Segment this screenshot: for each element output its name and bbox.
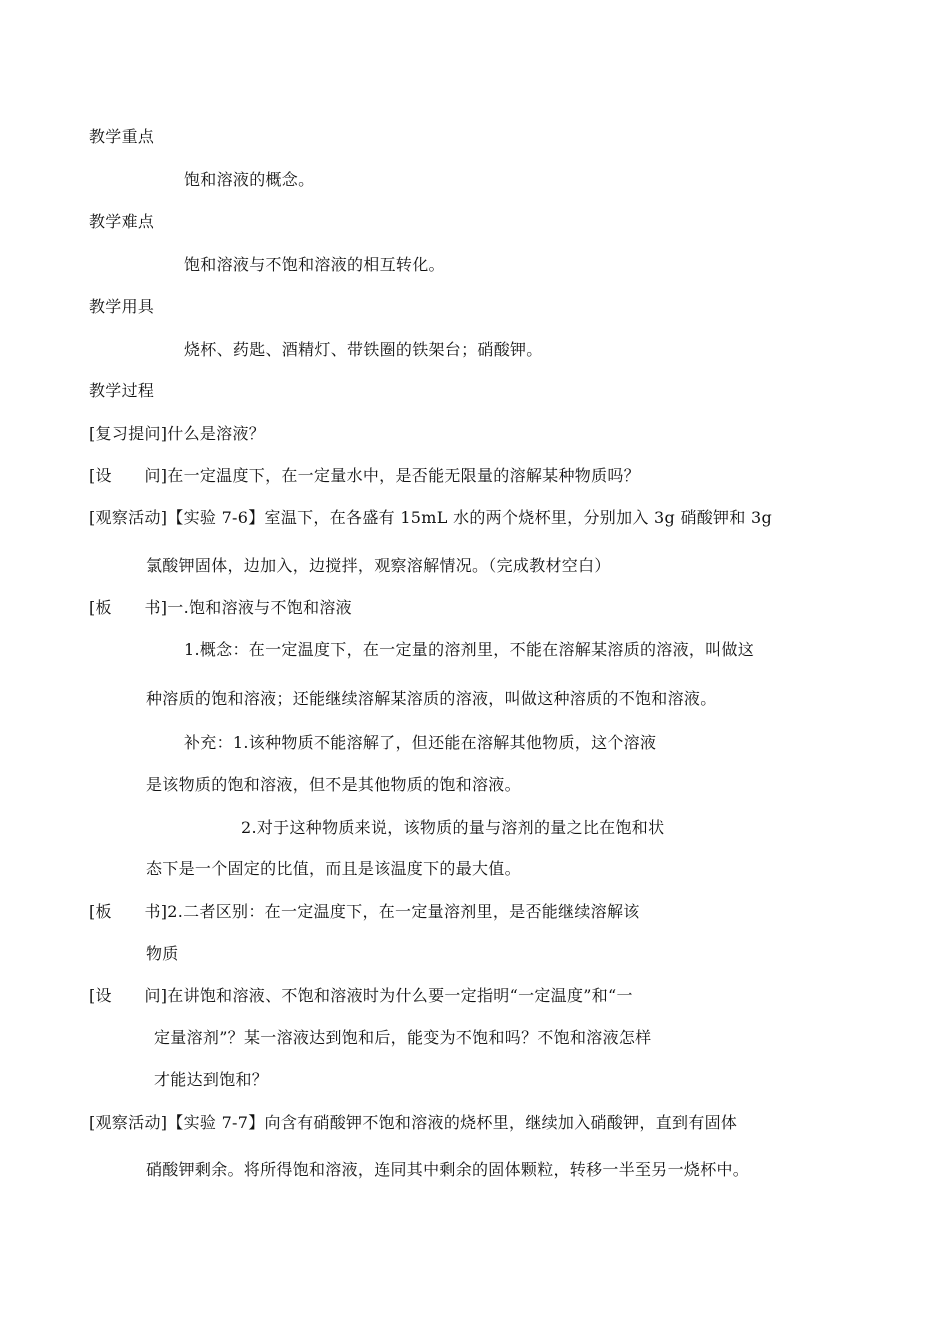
board-writing-2-cont: 物质 [146, 944, 179, 963]
difficulty-text: 饱和溶液与不饱和溶液的相互转化。 [184, 255, 445, 274]
question-1: [设 问]在一定温度下，在一定量水中，是否能无限量的溶解某种物质吗？ [89, 466, 640, 485]
supplement-2-cont: 态下是一个固定的比值，而且是该温度下的最大值。 [146, 859, 521, 878]
heading-teaching-tools: 教学用具 [89, 297, 155, 316]
supplement-2: 2.对于这种物质来说，该物质的量与溶剂的量之比在饱和状 [241, 818, 665, 837]
supplement-1: 补充：1.该种物质不能溶解了，但还能在溶解其他物质，这个溶液 [184, 733, 657, 752]
question-2: [设 问]在讲饱和溶液、不饱和溶液时为什么要一定指明“一定温度”和“一 [89, 986, 633, 1005]
observation-activity-2: [观察活动]【实验 7-7】向含有硝酸钾不饱和溶液的烧杯里，继续加入硝酸钾，直到有固体 [89, 1113, 738, 1132]
heading-teaching-process: 教学过程 [89, 381, 155, 400]
observation-activity-1-cont: 氯酸钾固体，边加入，边搅拌，观察溶解情况。（完成教材空白） [146, 556, 611, 575]
board-writing-1: [板 书]一.饱和溶液与不饱和溶液 [89, 598, 352, 617]
observation-activity-2-cont: 硝酸钾剩余。将所得饱和溶液，连同其中剩余的固体颗粒，转移一半至另一烧杯中。 [146, 1160, 750, 1179]
concept-definition: 1.概念：在一定温度下，在一定量的溶剂里，不能在溶解某溶质的溶液，叫做这 [184, 640, 755, 659]
observation-activity-1: [观察活动]【实验 7-6】室温下，在各盛有 15mL 水的两个烧杯里，分别加入 3g 硝酸钾和 3g [89, 508, 773, 527]
question-2-cont-2: 才能达到饱和？ [154, 1070, 269, 1089]
concept-definition-cont: 种溶质的饱和溶液；还能继续溶解某溶质的溶液，叫做这种溶质的不饱和溶液。 [146, 689, 717, 708]
board-writing-2: [板 书]2.二者区别：在一定温度下，在一定量溶剂里，是否能继续溶解该 [89, 902, 640, 921]
focus-text: 饱和溶液的概念。 [184, 170, 315, 189]
review-question: [复习提问]什么是溶液？ [89, 424, 266, 443]
question-2-cont-1: 定量溶剂”？某一溶液达到饱和后，能变为不饱和吗？不饱和溶液怎样 [154, 1028, 652, 1047]
tools-text: 烧杯、药匙、酒精灯、带铁圈的铁架台；硝酸钾。 [184, 340, 543, 359]
heading-teaching-focus: 教学重点 [89, 127, 155, 146]
supplement-1-cont: 是该物质的饱和溶液，但不是其他物质的饱和溶液。 [146, 775, 521, 794]
heading-teaching-difficulty: 教学难点 [89, 212, 155, 231]
